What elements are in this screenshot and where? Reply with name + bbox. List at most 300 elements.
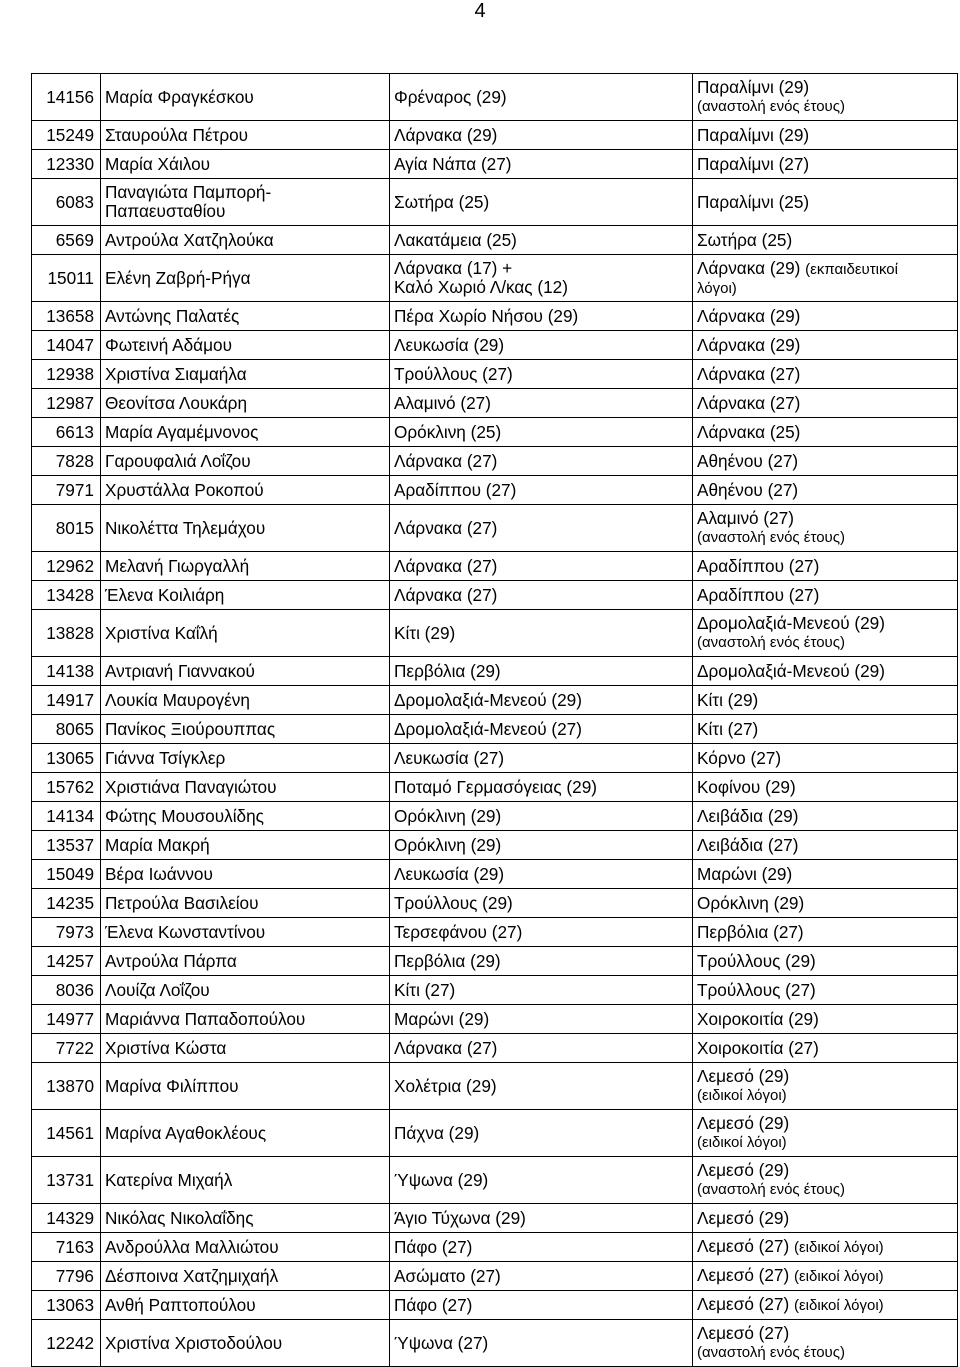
table-row <box>32 179 958 226</box>
to-note: (αναστολή ενός έτους) <box>697 98 845 115</box>
from-school-cell <box>390 150 693 179</box>
to-location: Παραλίμνι (27) <box>697 153 810 174</box>
to-location: Κίτι (29) <box>697 689 759 710</box>
teacher-name-cell <box>101 360 390 389</box>
transfers-table-body <box>32 74 958 1367</box>
to-inline-note: (ειδικοί λόγοι) <box>794 1239 884 1256</box>
teacher-id-cell: 12987 <box>32 389 101 418</box>
from-location: Ορόκλινη (29) <box>394 834 502 855</box>
to-location: Λεμεσό (29) <box>697 1160 790 1180</box>
teacher-name-cell <box>101 505 390 552</box>
teacher-name: Ανθή Ραπτοπούλου <box>105 1294 256 1315</box>
teacher-name: Γαρουφαλιά Λοΐζου <box>105 450 251 471</box>
teacher-id-cell: 14329 <box>32 1204 101 1233</box>
to-school-cell <box>693 226 958 255</box>
from-location-cont: Καλό Χωριό Λ/κας (12) <box>394 277 568 297</box>
teacher-name-cell <box>101 889 390 918</box>
table-row <box>32 831 958 860</box>
table-row <box>32 581 958 610</box>
to-inline-note: (ειδικοί λόγοι) <box>794 1297 884 1314</box>
from-location: Σωτήρα (25) <box>394 191 490 212</box>
from-location: Λευκωσία (29) <box>394 334 505 355</box>
table-row <box>32 1291 958 1320</box>
from-location: Λάρνακα (27) <box>394 450 498 471</box>
to-school-cell <box>693 889 958 918</box>
table-row <box>32 552 958 581</box>
table-row <box>32 418 958 447</box>
from-location: Πάχνα (29) <box>394 1122 480 1143</box>
to-note: (ειδικοί λόγοι) <box>697 1134 787 1151</box>
table-row <box>32 1157 958 1204</box>
from-school-cell <box>390 476 693 505</box>
to-school-cell <box>693 1063 958 1110</box>
to-school-cell <box>693 552 958 581</box>
teacher-name: Φώτης Μουσουλίδης <box>105 805 264 826</box>
teacher-name-cell <box>101 179 390 226</box>
teacher-name: Χριστίνα Κώστα <box>105 1037 227 1058</box>
from-location: Αραδίππου (27) <box>394 479 517 500</box>
from-school-cell <box>390 715 693 744</box>
teacher-name: Μαρίνα Αγαθοκλέους <box>105 1122 267 1143</box>
from-school-cell <box>390 1110 693 1157</box>
to-note: (αναστολή ενός έτους) <box>697 529 845 546</box>
table-row <box>32 657 958 686</box>
from-location: Ύψωνα (29) <box>394 1169 489 1190</box>
to-school-cell <box>693 179 958 226</box>
teacher-name: Χριστίνα Χριστοδούλου <box>105 1332 283 1353</box>
teacher-id-cell: 13065 <box>32 744 101 773</box>
teacher-name: Θεονίτσα Λουκάρη <box>105 392 248 413</box>
to-location: Χοιροκοιτία (29) <box>697 1008 819 1029</box>
teacher-id-cell: 14235 <box>32 889 101 918</box>
to-location: Σωτήρα (25) <box>697 229 793 250</box>
to-location: Δρομολαξιά-Μενεού (29) <box>697 660 885 681</box>
table-row <box>32 860 958 889</box>
teacher-id-cell: 14138 <box>32 657 101 686</box>
from-school-cell <box>390 447 693 476</box>
to-location: Λάρνακα (29) <box>697 305 801 326</box>
teacher-name-cell <box>101 773 390 802</box>
from-location: Άγιο Τύχωνα (29) <box>394 1207 526 1228</box>
teacher-name-cell <box>101 476 390 505</box>
teacher-name-cell <box>101 1291 390 1320</box>
from-location: Ασώματο (27) <box>394 1265 501 1286</box>
table-row <box>32 1320 958 1367</box>
to-school-cell <box>693 1262 958 1291</box>
teacher-name: Λουίζα Λοΐζου <box>105 979 210 1000</box>
from-school-cell <box>390 255 693 302</box>
from-location: Αγία Νάπα (27) <box>394 153 512 174</box>
to-school-cell <box>693 505 958 552</box>
teacher-name-cell <box>101 1233 390 1262</box>
teacher-name: Ανδρούλλα Μαλλιώτου <box>105 1236 279 1257</box>
to-location: Δρομολαξιά-Μενεού (29) <box>697 613 885 633</box>
from-school-cell <box>390 1157 693 1204</box>
teacher-id-cell: 15049 <box>32 860 101 889</box>
teacher-id-cell: 6613 <box>32 418 101 447</box>
table-row <box>32 686 958 715</box>
teacher-name: Λουκία Μαυρογένη <box>105 689 250 710</box>
from-school-cell <box>390 1034 693 1063</box>
to-location: Ορόκλινη (29) <box>697 892 805 913</box>
from-location: Πάφο (27) <box>394 1236 473 1257</box>
from-school-cell <box>390 947 693 976</box>
from-location: Πάφο (27) <box>394 1294 473 1315</box>
teacher-name: Σταυρούλα Πέτρου <box>105 124 249 145</box>
table-row <box>32 889 958 918</box>
to-location: Αραδίππου (27) <box>697 555 820 576</box>
to-school-cell <box>693 360 958 389</box>
to-location: Αθηένου (27) <box>697 479 799 500</box>
teacher-name: Μαρίνα Φιλίππου <box>105 1075 239 1096</box>
teacher-id-cell: 7828 <box>32 447 101 476</box>
teacher-name-cell <box>101 418 390 447</box>
teacher-name: Πετρούλα Βασιλείου <box>105 892 259 913</box>
teacher-id-cell: 15011 <box>32 255 101 302</box>
to-school-cell <box>693 331 958 360</box>
teacher-id-cell: 13537 <box>32 831 101 860</box>
from-location: Λάρνακα (27) <box>394 555 498 576</box>
teacher-id-cell: 8015 <box>32 505 101 552</box>
from-school-cell <box>390 744 693 773</box>
teacher-name: Μελανή Γιωργαλλή <box>105 555 250 576</box>
teacher-name: Χριστιάνα Παναγιώτου <box>105 776 277 797</box>
to-location: Τρούλλους (29) <box>697 950 816 971</box>
to-school-cell <box>693 255 958 302</box>
teacher-id-cell: 14977 <box>32 1005 101 1034</box>
to-school-cell <box>693 744 958 773</box>
from-school-cell <box>390 552 693 581</box>
from-school-cell <box>390 121 693 150</box>
teacher-name-cell <box>101 121 390 150</box>
from-school-cell <box>390 302 693 331</box>
to-location: Αλαμινό (27) <box>697 508 794 528</box>
table-row <box>32 802 958 831</box>
to-school-cell <box>693 686 958 715</box>
to-school-cell <box>693 1291 958 1320</box>
from-school-cell <box>390 831 693 860</box>
from-school-cell <box>390 802 693 831</box>
table-row <box>32 505 958 552</box>
from-school-cell <box>390 1262 693 1291</box>
to-school-cell <box>693 581 958 610</box>
teacher-id-cell: 7796 <box>32 1262 101 1291</box>
teacher-id-cell: 15249 <box>32 121 101 150</box>
teacher-name-cell <box>101 1157 390 1204</box>
to-location: Λάρνακα (27) <box>697 392 801 413</box>
from-location: Τερσεφάνου (27) <box>394 921 523 942</box>
teacher-id-cell: 7163 <box>32 1233 101 1262</box>
teacher-id-cell: 6569 <box>32 226 101 255</box>
page-number: 4 <box>474 0 486 22</box>
to-location: Λεμεσό (29) <box>697 1207 790 1228</box>
teacher-name: Μαρία Χάιλου <box>105 153 211 174</box>
to-inline-note: (ειδικοί λόγοι) <box>794 1268 884 1285</box>
teacher-name: Μαρία Αγαμέμνονος <box>105 421 259 442</box>
from-location: Τρούλλους (27) <box>394 363 513 384</box>
teacher-name-cell <box>101 255 390 302</box>
from-school-cell <box>390 331 693 360</box>
to-location: Παραλίμνι (25) <box>697 191 810 212</box>
from-location: Φρέναρος (29) <box>394 86 507 107</box>
teacher-name-cell <box>101 74 390 121</box>
to-school-cell <box>693 1005 958 1034</box>
from-school-cell <box>390 889 693 918</box>
to-note: (ειδικοί λόγοι) <box>697 1087 787 1104</box>
teacher-name: Νικολέττα Τηλεμάχου <box>105 517 266 538</box>
from-location: Λάρνακα (27) <box>394 584 498 605</box>
teacher-id-cell: 12938 <box>32 360 101 389</box>
from-location: Δρομολαξιά-Μενεού (29) <box>394 689 582 710</box>
table-row <box>32 976 958 1005</box>
from-school-cell <box>390 74 693 121</box>
from-location: Αλαμινό (27) <box>394 392 491 413</box>
to-school-cell <box>693 1320 958 1367</box>
from-school-cell <box>390 360 693 389</box>
to-school-cell <box>693 947 958 976</box>
to-location: Λάρνακα (29) <box>697 257 801 278</box>
from-location: Ορόκλινη (29) <box>394 805 502 826</box>
from-school-cell <box>390 1063 693 1110</box>
from-school-cell <box>390 1204 693 1233</box>
teacher-name: Έλενα Κοιλιάρη <box>105 584 225 605</box>
from-school-cell <box>390 581 693 610</box>
from-location: Δρομολαξιά-Μενεού (27) <box>394 718 582 739</box>
teacher-id-cell: 14561 <box>32 1110 101 1157</box>
to-note: (αναστολή ενός έτους) <box>697 634 845 651</box>
to-school-cell <box>693 447 958 476</box>
teacher-name: Χρυστάλλα Ροκοπού <box>105 479 264 500</box>
teacher-id-cell: 14257 <box>32 947 101 976</box>
teacher-name-cell <box>101 860 390 889</box>
from-school-cell <box>390 1233 693 1262</box>
to-location: Λάρνακα (29) <box>697 334 801 355</box>
from-location: Λάρνακα (27) <box>394 517 498 538</box>
teacher-name: Κατερίνα Μιχαήλ <box>105 1169 233 1190</box>
from-school-cell <box>390 610 693 657</box>
to-location: Αθηένου (27) <box>697 450 799 471</box>
from-location: Κίτι (27) <box>394 979 456 1000</box>
to-school-cell <box>693 1034 958 1063</box>
to-school-cell <box>693 831 958 860</box>
table-row <box>32 744 958 773</box>
table-row <box>32 226 958 255</box>
to-location: Λειβάδια (29) <box>697 805 799 826</box>
teacher-name-cell <box>101 744 390 773</box>
table-row <box>32 360 958 389</box>
from-school-cell <box>390 418 693 447</box>
teacher-name: Φωτεινή Αδάμου <box>105 334 232 355</box>
teacher-id-cell: 13731 <box>32 1157 101 1204</box>
teacher-id-cell: 14047 <box>32 331 101 360</box>
teacher-name-cell <box>101 302 390 331</box>
to-location: Λειβάδια (27) <box>697 834 799 855</box>
teacher-name-cell <box>101 1110 390 1157</box>
from-school-cell <box>390 505 693 552</box>
to-location: Λεμεσό (29) <box>697 1066 790 1086</box>
teacher-id-cell: 13063 <box>32 1291 101 1320</box>
teacher-name-cell <box>101 802 390 831</box>
teacher-name-cell <box>101 1204 390 1233</box>
from-school-cell <box>390 918 693 947</box>
to-school-cell <box>693 715 958 744</box>
to-location: Κοφίνου (29) <box>697 776 796 797</box>
teacher-name-cell <box>101 150 390 179</box>
to-inline-note: (εκπαιδευτικοί <box>805 260 898 278</box>
table-row <box>32 447 958 476</box>
teacher-name: Έλενα Κωνσταντίνου <box>105 921 266 942</box>
table-row <box>32 773 958 802</box>
teacher-name-cell <box>101 226 390 255</box>
teacher-name: Χριστίνα Σιαμαήλα <box>105 363 247 384</box>
from-school-cell <box>390 179 693 226</box>
teacher-name: Χριστίνα Καΐλή <box>105 622 218 643</box>
teacher-id-cell: 14156 <box>32 74 101 121</box>
to-note: (αναστολή ενός έτους) <box>697 1344 845 1361</box>
from-location: Ποταμό Γερμασόγειας (29) <box>394 776 597 797</box>
teacher-name-cell <box>101 389 390 418</box>
from-location: Λακατάμεια (25) <box>394 229 517 250</box>
teacher-name: Γιάννα Τσίγκλερ <box>105 747 226 768</box>
teacher-id-cell: 8065 <box>32 715 101 744</box>
from-location: Πέρα Χωρίο Νήσου (29) <box>394 305 579 326</box>
to-location: Αραδίππου (27) <box>697 584 820 605</box>
teacher-name: Αντρούλα Χατζηλούκα <box>105 229 274 250</box>
teacher-name-cell <box>101 918 390 947</box>
teacher-id-cell: 7722 <box>32 1034 101 1063</box>
teacher-name: Πανίκος Ξιούρουππας <box>105 718 276 739</box>
table-row <box>32 1204 958 1233</box>
teacher-name: Ελένη Ζαβρή-Ρήγα <box>105 267 251 288</box>
teacher-id-cell: 13428 <box>32 581 101 610</box>
teacher-name: Βέρα Ιωάννου <box>105 863 213 884</box>
from-school-cell <box>390 389 693 418</box>
teacher-name-cell <box>101 657 390 686</box>
to-school-cell <box>693 302 958 331</box>
teacher-id-cell: 7973 <box>32 918 101 947</box>
to-location: Χοιροκοιτία (27) <box>697 1037 819 1058</box>
to-school-cell <box>693 476 958 505</box>
teacher-id-cell: 6083 <box>32 179 101 226</box>
to-location: Λεμεσό (29) <box>697 1113 790 1133</box>
teacher-name-cell <box>101 686 390 715</box>
table-row <box>32 1233 958 1262</box>
table-row <box>32 1034 958 1063</box>
to-school-cell <box>693 860 958 889</box>
teacher-id-cell: 14917 <box>32 686 101 715</box>
to-location: Λάρνακα (25) <box>697 421 801 442</box>
table-row <box>32 389 958 418</box>
to-note: λόγοι) <box>697 279 737 297</box>
to-school-cell <box>693 74 958 121</box>
teacher-name: Αντρούλα Πάρπα <box>105 950 237 971</box>
to-school-cell <box>693 918 958 947</box>
teacher-id-cell: 12242 <box>32 1320 101 1367</box>
to-note: (αναστολή ενός έτους) <box>697 1181 845 1198</box>
table-row <box>32 715 958 744</box>
teacher-name-cell <box>101 610 390 657</box>
from-location: Ύψωνα (27) <box>394 1332 489 1353</box>
teacher-name-cell <box>101 1320 390 1367</box>
teacher-id-cell: 7971 <box>32 476 101 505</box>
from-location: Λευκωσία (27) <box>394 747 505 768</box>
teacher-name-cell <box>101 331 390 360</box>
to-school-cell <box>693 1157 958 1204</box>
teacher-name: Νικόλας Νικολαΐδης <box>105 1207 254 1228</box>
from-school-cell <box>390 773 693 802</box>
teacher-name: Παναγιώτα Παμπορή- <box>105 182 272 202</box>
to-school-cell <box>693 121 958 150</box>
table-row <box>32 1262 958 1291</box>
from-school-cell <box>390 1005 693 1034</box>
to-school-cell <box>693 610 958 657</box>
to-location: Λεμεσό (27) <box>697 1294 790 1314</box>
to-school-cell <box>693 150 958 179</box>
teacher-name-cell <box>101 1063 390 1110</box>
teacher-id-cell: 14134 <box>32 802 101 831</box>
table-row <box>32 302 958 331</box>
from-school-cell <box>390 976 693 1005</box>
from-location: Περβόλια (29) <box>394 660 501 681</box>
from-school-cell <box>390 686 693 715</box>
teacher-name-cell <box>101 947 390 976</box>
to-location: Παραλίμνι (29) <box>697 77 810 97</box>
to-school-cell <box>693 389 958 418</box>
to-location: Κόρνο (27) <box>697 747 782 768</box>
teacher-name: Δέσποινα Χατζημιχαήλ <box>105 1265 279 1286</box>
from-location: Κίτι (29) <box>394 622 456 643</box>
to-location: Μαρώνι (29) <box>697 863 793 884</box>
to-school-cell <box>693 1233 958 1262</box>
from-school-cell <box>390 1291 693 1320</box>
teacher-name: Μαρία Μακρή <box>105 834 210 855</box>
to-school-cell <box>693 802 958 831</box>
teacher-name-cell <box>101 1034 390 1063</box>
from-school-cell <box>390 1320 693 1367</box>
teacher-name-cell <box>101 447 390 476</box>
table-row <box>32 476 958 505</box>
table-row <box>32 918 958 947</box>
teacher-id-cell: 13828 <box>32 610 101 657</box>
table-row <box>32 947 958 976</box>
to-location: Λάρνακα (27) <box>697 363 801 384</box>
teacher-name: Αντώνης Παλατές <box>105 305 240 326</box>
teacher-name-cont: Παπαευσταθίου <box>105 201 226 221</box>
from-location: Χολέτρια (29) <box>394 1075 497 1096</box>
table-row <box>32 255 958 302</box>
to-location: Κίτι (27) <box>697 718 759 739</box>
from-school-cell <box>390 226 693 255</box>
from-location: Λάρνακα (29) <box>394 124 498 145</box>
from-location: Περβόλια (29) <box>394 950 501 971</box>
to-location: Λεμεσό (27) <box>697 1323 790 1343</box>
teacher-name: Αντριανή Γιαννακού <box>105 660 255 681</box>
transfers-table <box>31 73 958 1367</box>
teacher-id-cell: 8036 <box>32 976 101 1005</box>
teacher-name-cell <box>101 1005 390 1034</box>
teacher-id-cell: 12330 <box>32 150 101 179</box>
table-row <box>32 1005 958 1034</box>
teacher-id-cell: 12962 <box>32 552 101 581</box>
from-location: Λάρνακα (17) + <box>394 258 513 278</box>
from-school-cell <box>390 860 693 889</box>
table-row <box>32 610 958 657</box>
to-school-cell <box>693 657 958 686</box>
to-school-cell <box>693 1204 958 1233</box>
to-school-cell <box>693 773 958 802</box>
table-row <box>32 150 958 179</box>
teacher-name: Μαριάννα Παπαδοπούλου <box>105 1008 306 1029</box>
